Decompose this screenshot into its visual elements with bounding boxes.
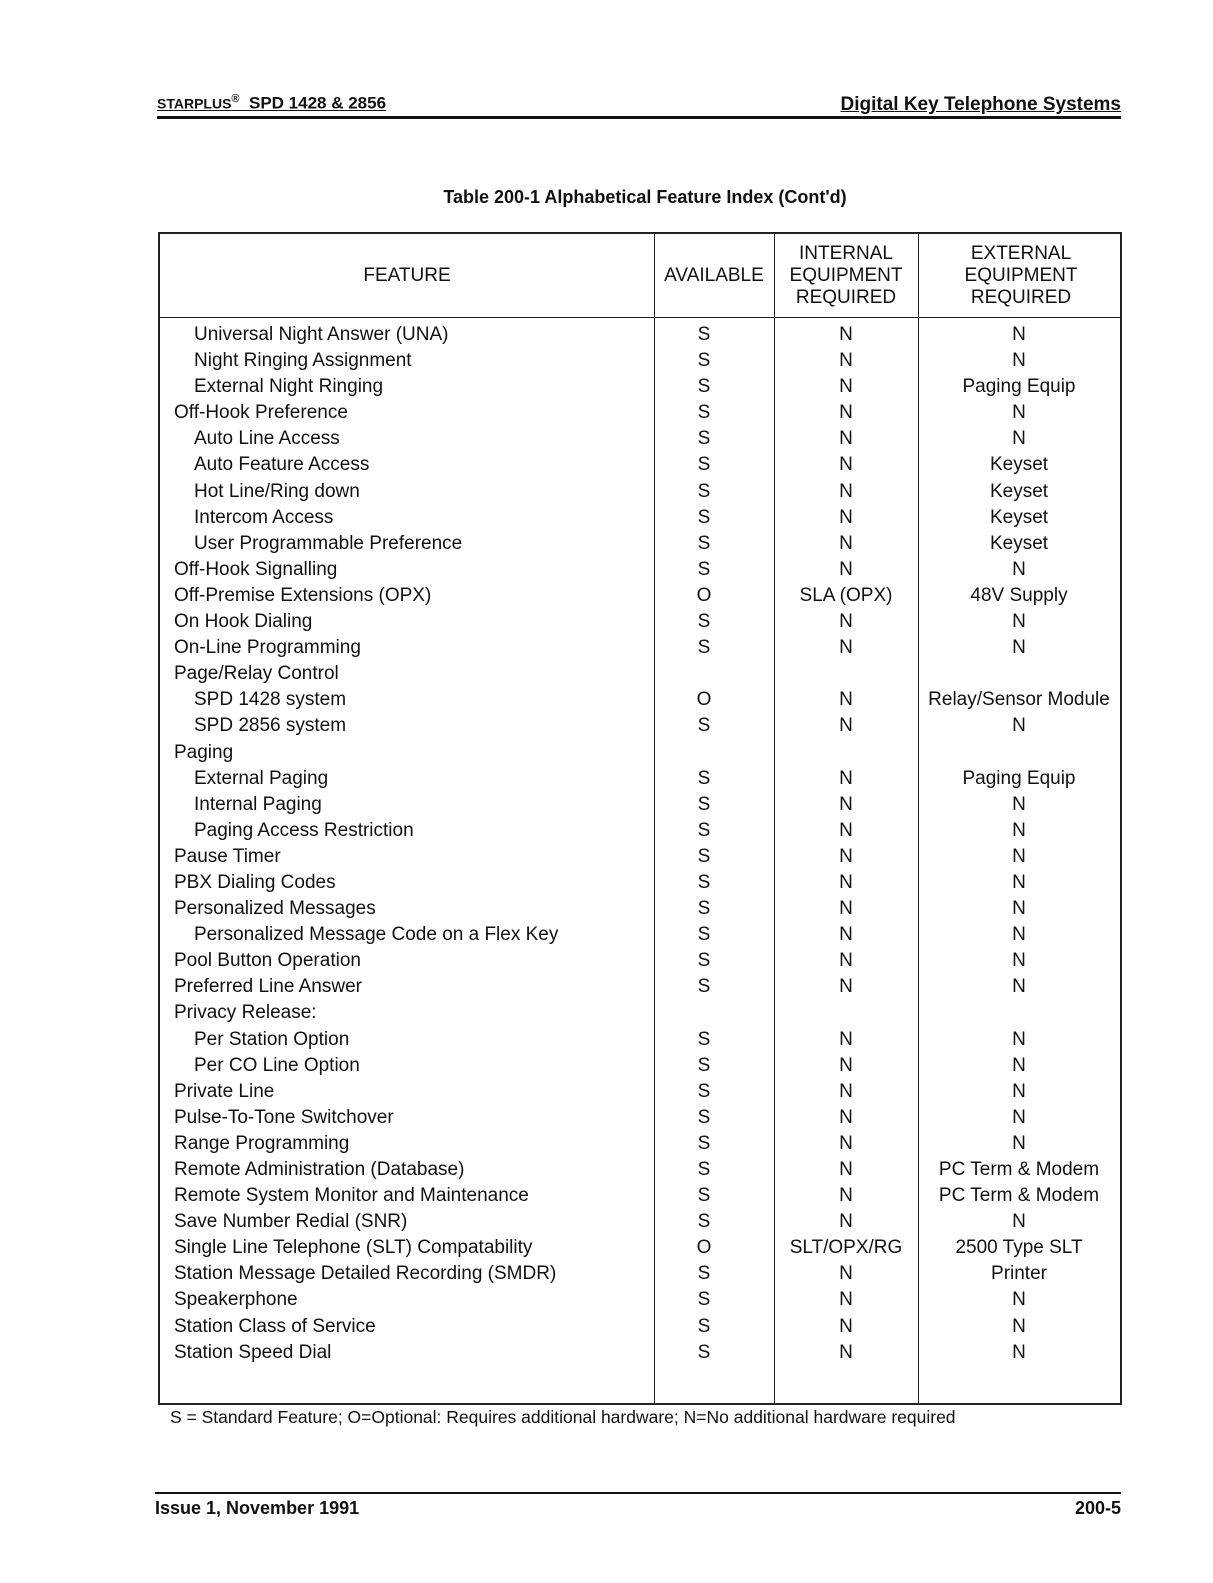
- available-cell: S: [697, 767, 711, 789]
- available-cell: S: [697, 611, 711, 633]
- feature-cell: Auto Line Access: [194, 428, 340, 450]
- internal-equipment-cell: N: [839, 506, 853, 528]
- available-cell: S: [697, 819, 711, 841]
- external-equipment-cell: Keyset: [989, 480, 1049, 502]
- column-header-external-line1: EXTERNAL: [970, 242, 1072, 264]
- registered-mark: ®: [231, 93, 240, 106]
- available-cell: S: [697, 376, 711, 398]
- available-cell: S: [697, 715, 711, 737]
- table-row: [160, 505, 1120, 531]
- external-equipment-cell: N: [1012, 845, 1026, 867]
- table-row: [160, 1314, 1120, 1340]
- external-equipment-cell: N: [1012, 819, 1026, 841]
- external-equipment-cell: N: [1012, 1315, 1026, 1337]
- table-row: [160, 1053, 1120, 1079]
- external-equipment-cell: N: [1012, 976, 1026, 998]
- feature-cell: Pulse-To-Tone Switchover: [174, 1106, 394, 1128]
- feature-table: [158, 232, 1122, 1405]
- feature-cell: Hot Line/Ring down: [194, 480, 360, 502]
- table-row: [160, 792, 1120, 818]
- table-row: [160, 348, 1120, 374]
- feature-cell: Off-Hook Preference: [174, 402, 348, 424]
- feature-cell: On Hook Dialing: [174, 611, 313, 633]
- external-equipment-cell: PC Term & Modem: [938, 1159, 1100, 1180]
- external-equipment-cell: N: [1012, 1341, 1026, 1363]
- feature-cell: On-Line Programming: [174, 637, 361, 659]
- feature-cell: Per CO Line Option: [194, 1054, 360, 1076]
- table-row: [160, 1261, 1120, 1287]
- feature-cell: Remote Administration (Database): [174, 1159, 465, 1180]
- brand-prefix: STARPLUS: [157, 96, 232, 112]
- column-header-available-label: AVAILABLE: [664, 264, 764, 286]
- table-row: [160, 400, 1120, 426]
- table-row: [160, 374, 1120, 400]
- available-cell: S: [697, 845, 711, 867]
- footer-page-number: 200-5: [1074, 1498, 1121, 1518]
- internal-equipment-cell: N: [839, 350, 853, 372]
- feature-cell: Station Speed Dial: [174, 1341, 332, 1363]
- available-cell: S: [697, 1289, 711, 1311]
- external-equipment-cell: N: [1012, 871, 1026, 893]
- table-row: [160, 713, 1120, 739]
- column-header-external-line2: EQUIPMENT: [964, 264, 1078, 286]
- external-equipment-cell: N: [1012, 793, 1026, 815]
- external-equipment-cell: N: [1012, 1289, 1026, 1311]
- column-header-internal-line1: INTERNAL: [799, 242, 893, 264]
- available-cell: S: [697, 428, 711, 450]
- table-row: [160, 687, 1120, 713]
- feature-cell: External Paging: [194, 767, 329, 789]
- feature-cell: SPD 2856 system: [194, 715, 347, 737]
- feature-cell: External Night Ringing: [194, 376, 384, 398]
- header-title: Digital Key Telephone Systems: [840, 94, 1121, 115]
- feature-cell: PBX Dialing Codes: [174, 871, 336, 893]
- column-header-internal-line2: EQUIPMENT: [789, 264, 903, 286]
- available-cell: S: [697, 1159, 711, 1180]
- table-row: [160, 1079, 1120, 1105]
- column-header-external-line3: REQUIRED: [970, 286, 1072, 308]
- available-cell: O: [696, 584, 712, 606]
- header-brand: [157, 93, 386, 114]
- table-row: [160, 740, 1120, 766]
- column-header-internal: [774, 234, 918, 317]
- table-row: [160, 1131, 1120, 1157]
- table-row: [160, 870, 1120, 896]
- table-row: [160, 974, 1120, 1000]
- external-equipment-cell: Keyset: [989, 506, 1049, 528]
- feature-cell: SPD 1428 system: [194, 689, 347, 711]
- available-cell: S: [697, 558, 711, 580]
- external-equipment-cell: N: [1012, 898, 1026, 920]
- table-row: [160, 557, 1120, 583]
- available-cell: S: [697, 1315, 711, 1337]
- external-equipment-cell: N: [1012, 428, 1026, 450]
- feature-cell: Single Line Telephone (SLT) Compatability: [174, 1237, 533, 1259]
- available-cell: S: [697, 350, 711, 372]
- internal-equipment-cell: N: [839, 611, 853, 633]
- feature-cell: Personalized Message Code on a Flex Key: [194, 924, 559, 946]
- internal-equipment-cell: N: [839, 767, 853, 789]
- internal-equipment-cell: N: [839, 1028, 853, 1050]
- internal-equipment-cell: N: [839, 1211, 853, 1233]
- available-cell: S: [697, 1080, 711, 1102]
- feature-cell: Save Number Redial (SNR): [174, 1211, 408, 1233]
- internal-equipment-cell: N: [839, 480, 853, 502]
- external-equipment-cell: 48V Supply: [970, 584, 1068, 606]
- internal-equipment-cell: N: [839, 1132, 853, 1154]
- feature-cell: Universal Night Answer (UNA): [194, 324, 449, 345]
- internal-equipment-cell: N: [839, 715, 853, 737]
- internal-equipment-cell: N: [839, 558, 853, 580]
- external-equipment-cell: N: [1012, 924, 1026, 946]
- table-body: [160, 322, 1120, 1366]
- internal-equipment-cell: N: [839, 924, 853, 946]
- feature-cell: Privacy Release:: [174, 1002, 317, 1024]
- table-row: [160, 1000, 1120, 1026]
- external-equipment-cell: N: [1012, 611, 1026, 633]
- external-equipment-cell: Printer: [991, 1263, 1047, 1285]
- internal-equipment-cell: N: [839, 950, 853, 972]
- table-row: [160, 1105, 1120, 1131]
- feature-cell: Private Line: [174, 1080, 275, 1102]
- internal-equipment-cell: N: [839, 376, 853, 398]
- table-row: [160, 948, 1120, 974]
- internal-equipment-cell: N: [839, 1289, 853, 1311]
- table-row: [160, 1183, 1120, 1209]
- table-row: [160, 479, 1120, 505]
- column-header-external: [918, 234, 1124, 317]
- table-row: [160, 452, 1120, 478]
- external-equipment-cell: N: [1012, 1132, 1026, 1154]
- table-row: [160, 1209, 1120, 1235]
- external-equipment-cell: N: [1012, 1028, 1026, 1050]
- table-row: [160, 922, 1120, 948]
- table-row: [160, 766, 1120, 792]
- table-title: Table 200-1 Alphabetical Feature Index (Cont'd): [443, 187, 847, 207]
- feature-cell: Off-Premise Extensions (OPX): [174, 584, 432, 606]
- feature-cell: Night Ringing Assignment: [194, 350, 412, 372]
- external-equipment-cell: N: [1012, 637, 1026, 659]
- available-cell: S: [697, 1028, 711, 1050]
- internal-equipment-cell: N: [839, 1341, 853, 1363]
- external-equipment-cell: Paging Equip: [962, 376, 1076, 398]
- available-cell: S: [697, 532, 711, 554]
- column-header-internal-line3: REQUIRED: [795, 286, 897, 308]
- external-equipment-cell: N: [1012, 1080, 1026, 1102]
- feature-cell: Station Class of Service: [174, 1315, 376, 1337]
- available-cell: S: [697, 950, 711, 972]
- internal-equipment-cell: N: [839, 1159, 853, 1180]
- internal-equipment-cell: N: [839, 454, 853, 476]
- page-footer: [155, 1492, 1121, 1524]
- header-divider: [160, 317, 1120, 318]
- external-equipment-cell: N: [1012, 950, 1026, 972]
- column-header-available: [654, 234, 774, 317]
- internal-equipment-cell: N: [839, 898, 853, 920]
- available-cell: S: [697, 793, 711, 815]
- internal-equipment-cell: N: [839, 976, 853, 998]
- available-cell: S: [697, 1054, 711, 1076]
- internal-equipment-cell: N: [839, 1080, 853, 1102]
- internal-equipment-cell: N: [839, 1106, 853, 1128]
- feature-cell: Remote System Monitor and Maintenance: [174, 1185, 529, 1207]
- available-cell: S: [697, 976, 711, 998]
- available-cell: S: [697, 898, 711, 920]
- column-header-feature: [160, 234, 654, 317]
- internal-equipment-cell: N: [839, 324, 853, 345]
- external-equipment-cell: N: [1012, 1211, 1026, 1233]
- feature-cell: Speakerphone: [174, 1289, 298, 1311]
- internal-equipment-cell: N: [839, 819, 853, 841]
- available-cell: S: [697, 924, 711, 946]
- internal-equipment-cell: N: [839, 637, 853, 659]
- available-cell: S: [697, 1185, 711, 1207]
- table-row: [160, 1027, 1120, 1053]
- external-equipment-cell: PC Term & Modem: [938, 1185, 1100, 1207]
- page-header: [157, 86, 1121, 119]
- feature-cell: Pool Button Operation: [174, 950, 361, 972]
- table-row: [160, 531, 1120, 557]
- available-cell: S: [697, 480, 711, 502]
- available-cell: S: [697, 1211, 711, 1233]
- feature-cell: Station Message Detailed Recording (SMDR): [174, 1263, 557, 1285]
- internal-equipment-cell: N: [839, 845, 853, 867]
- available-cell: S: [697, 324, 711, 345]
- feature-cell: Personalized Messages: [174, 898, 376, 920]
- internal-equipment-cell: N: [839, 793, 853, 815]
- available-cell: S: [697, 454, 711, 476]
- available-cell: S: [697, 1341, 711, 1363]
- external-equipment-cell: 2500 Type SLT: [955, 1237, 1083, 1259]
- internal-equipment-cell: N: [839, 1054, 853, 1076]
- available-cell: S: [697, 1263, 711, 1285]
- internal-equipment-cell: N: [839, 871, 853, 893]
- external-equipment-cell: N: [1012, 350, 1026, 372]
- feature-cell: Page/Relay Control: [174, 663, 339, 685]
- external-equipment-cell: Paging Equip: [962, 767, 1076, 789]
- table-row: [160, 1340, 1120, 1366]
- table-legend: S = Standard Feature; O=Optional: Requires additional hardware; N=No additional hardware required: [170, 1407, 956, 1427]
- external-equipment-cell: N: [1012, 558, 1026, 580]
- feature-cell: Internal Paging: [194, 793, 322, 815]
- available-cell: O: [696, 689, 712, 711]
- internal-equipment-cell: SLA (OPX): [799, 584, 893, 606]
- external-equipment-cell: N: [1012, 1106, 1026, 1128]
- available-cell: S: [697, 1132, 711, 1154]
- footer-issue: Issue 1, November 1991: [155, 1498, 360, 1518]
- available-cell: S: [697, 402, 711, 424]
- table-row: [160, 1235, 1120, 1261]
- feature-cell: Preferred Line Answer: [174, 976, 362, 998]
- available-cell: S: [697, 871, 711, 893]
- table-row: [160, 844, 1120, 870]
- external-equipment-cell: N: [1012, 1054, 1026, 1076]
- internal-equipment-cell: N: [839, 532, 853, 554]
- feature-cell: Auto Feature Access: [194, 454, 370, 476]
- available-cell: S: [697, 637, 711, 659]
- table-row: [160, 322, 1120, 348]
- internal-equipment-cell: N: [839, 1263, 853, 1285]
- feature-cell: Paging: [174, 741, 234, 763]
- internal-equipment-cell: N: [839, 428, 853, 450]
- table-row: [160, 1287, 1120, 1313]
- feature-cell: Pause Timer: [174, 845, 281, 867]
- table-row: [160, 661, 1120, 687]
- table-row: [160, 426, 1120, 452]
- table-row: [160, 609, 1120, 635]
- external-equipment-cell: N: [1012, 402, 1026, 424]
- internal-equipment-cell: N: [839, 1315, 853, 1337]
- external-equipment-cell: N: [1012, 715, 1026, 737]
- table-row: [160, 1157, 1120, 1183]
- external-equipment-cell: Keyset: [989, 532, 1049, 554]
- table-row: [160, 896, 1120, 922]
- feature-cell: Per Station Option: [194, 1028, 350, 1050]
- feature-cell: Off-Hook Signalling: [174, 558, 338, 580]
- table-row: [160, 635, 1120, 661]
- feature-cell: User Programmable Preference: [194, 532, 463, 554]
- available-cell: O: [696, 1237, 712, 1259]
- internal-equipment-cell: N: [839, 402, 853, 424]
- table-row: [160, 818, 1120, 844]
- feature-cell: Range Programming: [174, 1132, 350, 1154]
- column-header-feature-label: FEATURE: [363, 264, 451, 286]
- table-row: [160, 583, 1120, 609]
- internal-equipment-cell: SLT/OPX/RG: [789, 1237, 903, 1259]
- internal-equipment-cell: N: [839, 1185, 853, 1207]
- feature-cell: Paging Access Restriction: [194, 819, 414, 841]
- external-equipment-cell: N: [1012, 324, 1026, 345]
- brand-suffix: SPD 1428 & 2856: [248, 94, 387, 113]
- internal-equipment-cell: N: [839, 689, 853, 711]
- available-cell: S: [697, 1106, 711, 1128]
- feature-cell: Intercom Access: [194, 506, 334, 528]
- external-equipment-cell: Keyset: [989, 454, 1049, 476]
- available-cell: S: [697, 506, 711, 528]
- external-equipment-cell: Relay/Sensor Module: [928, 689, 1110, 711]
